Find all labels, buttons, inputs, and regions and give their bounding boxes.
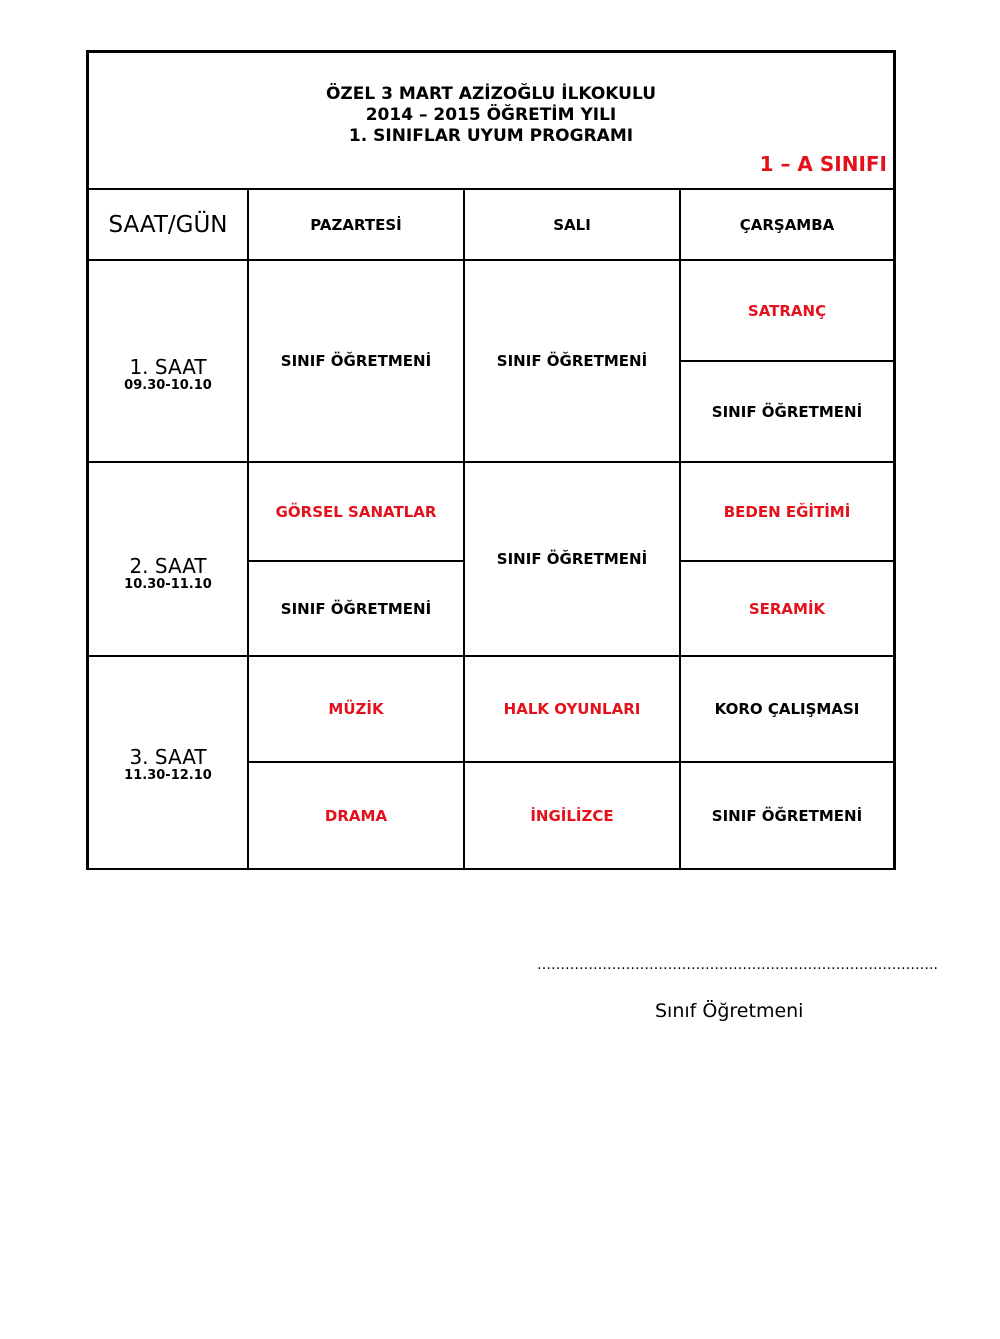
p2-monday-bottom: SINIF ÖĞRETMENİ [248, 561, 464, 656]
period-time: 10.30-11.10 [124, 577, 212, 592]
p2-wednesday-top: BEDEN EĞİTİMİ [680, 462, 894, 561]
school-name: ÖZEL 3 MART AZİZOĞLU İLKOKULU [325, 84, 657, 104]
p1-wednesday-bottom: SINIF ÖĞRETMENİ [680, 361, 894, 462]
signature-line: ………………………………………………………………………….. [537, 957, 938, 973]
p3-tuesday-bottom: İNGİLİZCE [464, 762, 680, 869]
period-time: 09.30-10.10 [124, 378, 212, 393]
p2-wednesday-bottom: SERAMİK [680, 561, 894, 656]
day-header-wednesday: ÇARŞAMBA [680, 189, 894, 260]
program-title: 1. SINIFLAR UYUM PROGRAMI [348, 126, 634, 146]
period-3-label [88, 656, 248, 869]
p3-tuesday-top: HALK OYUNLARI [464, 656, 680, 762]
p1-wednesday-top: SATRANÇ [680, 260, 894, 361]
schedule-header [88, 52, 894, 189]
academic-year: 2014 – 2015 ÖĞRETİM YILI [365, 105, 617, 125]
p3-monday-top: MÜZİK [248, 656, 464, 762]
p3-wednesday-top: KORO ÇALIŞMASI [680, 656, 894, 762]
period-title: 2. SAAT [129, 554, 207, 578]
p2-monday-top: GÖRSEL SANATLAR [248, 462, 464, 561]
period-2-label [88, 462, 248, 656]
p3-monday-bottom: DRAMA [248, 762, 464, 869]
p3-wednesday-bottom: SINIF ÖĞRETMENİ [680, 762, 894, 869]
day-header-tuesday: SALI [464, 189, 680, 260]
period-time: 11.30-12.10 [124, 767, 212, 783]
p1-tuesday: SINIF ÖĞRETMENİ [464, 260, 680, 462]
day-header-monday: PAZARTESİ [248, 189, 464, 260]
p1-monday: SINIF ÖĞRETMENİ [248, 260, 464, 462]
period-1-label [88, 260, 248, 462]
corner-header: SAAT/GÜN [88, 189, 248, 260]
period-title: 3. SAAT [129, 744, 207, 769]
class-name: 1 – A SINIFI [759, 152, 887, 176]
signature-label: Sınıf Öğretmeni [655, 1000, 804, 1022]
period-title: 1. SAAT [129, 355, 207, 379]
p2-tuesday: SINIF ÖĞRETMENİ [464, 462, 680, 656]
